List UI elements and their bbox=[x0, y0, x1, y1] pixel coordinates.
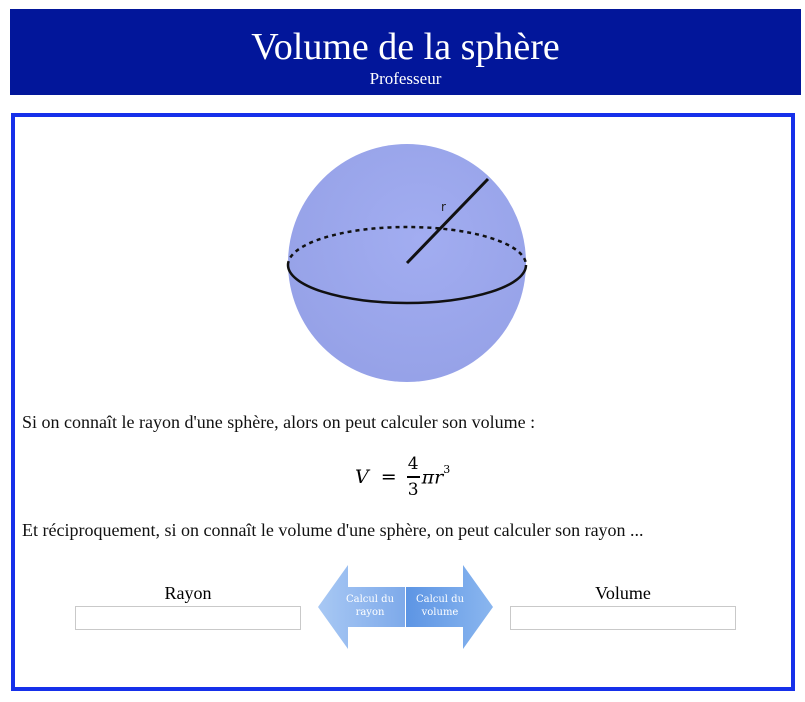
volume-label-text: Volume bbox=[595, 583, 651, 603]
volume-input[interactable] bbox=[510, 606, 736, 630]
formula-lhs: V bbox=[355, 466, 369, 488]
formula-exponent: 3 bbox=[443, 462, 451, 476]
page-header bbox=[10, 9, 801, 95]
calc-radius-label bbox=[338, 593, 402, 619]
formula-pi-r: πr bbox=[421, 466, 444, 489]
fraction-bar bbox=[407, 476, 420, 478]
calc-volume-button[interactable] bbox=[406, 565, 493, 649]
radius-input[interactable] bbox=[75, 606, 301, 630]
calc-volume-line2: volume bbox=[421, 607, 459, 618]
volume-formula bbox=[355, 449, 450, 505]
formula-numerator: 4 bbox=[407, 454, 419, 475]
formula-denominator: 3 bbox=[407, 479, 419, 500]
page-title: Volume de la sphère bbox=[251, 26, 560, 68]
reverse-text: Et réciproquement, si on connaît le volume d'une sphère, on peut calculer son rayon ... bbox=[22, 520, 644, 540]
formula-rhs bbox=[421, 462, 451, 489]
sphere-illustration bbox=[282, 141, 532, 383]
radius-label-text: Rayon bbox=[164, 583, 212, 603]
radius-label: r bbox=[441, 200, 446, 214]
calc-radius-button[interactable] bbox=[318, 565, 405, 649]
calc-volume-line1: Calcul du bbox=[415, 594, 465, 605]
formula-fraction bbox=[407, 454, 420, 500]
formula-equals: = bbox=[380, 466, 397, 488]
calc-radius-line1: Calcul du bbox=[345, 594, 395, 605]
content-panel bbox=[11, 113, 795, 691]
calc-radius-line2: rayon bbox=[355, 607, 385, 618]
intro-text: Si on connaît le rayon d'une sphère, alors on peut calculer son volume : bbox=[22, 412, 536, 432]
page-subtitle: Professeur bbox=[369, 69, 442, 88]
calc-volume-label bbox=[408, 593, 472, 619]
